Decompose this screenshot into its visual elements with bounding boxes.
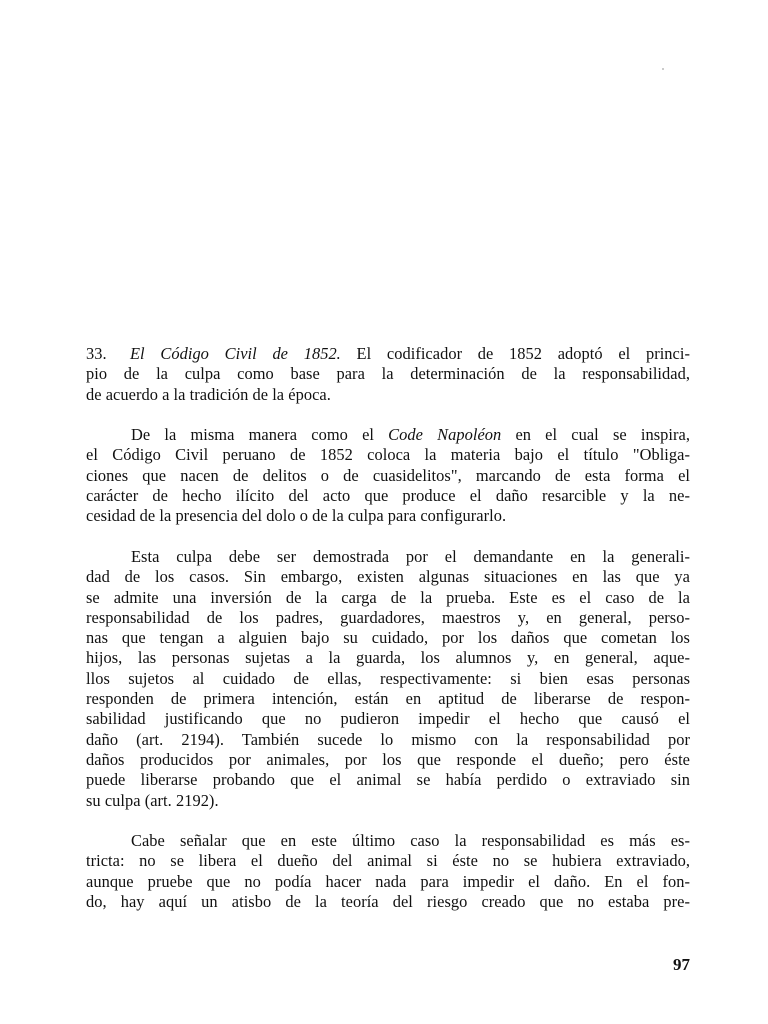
text-line: dad de los casos. Sin embargo, existen algunas situaciones en las que ya	[86, 567, 690, 587]
text-line: de acuerdo a la tradición de la época.	[86, 384, 331, 404]
section-title: El Código Civil de 1852.	[130, 344, 341, 363]
paragraph-section-33	[86, 344, 690, 405]
page-number: 97	[673, 955, 690, 974]
italic-term: Code Napoléon	[388, 425, 502, 445]
text-line: Esta culpa debe ser demostrada por el demandante en la generali-	[131, 546, 690, 566]
text-line: De la misma manera como el Code Napoléon en el cual se inspira,	[131, 425, 690, 445]
paragraph-responsabilidad-estricta	[86, 831, 690, 912]
text-line: carácter de hecho ilícito del acto que produce el daño resarcible y la ne-	[86, 486, 690, 506]
text-line: el Código Civil peruano de 1852 coloca la materia bajo el título "Obliga-	[86, 445, 690, 465]
text-line: responsabilidad de los padres, guardadores, maestros y, en general, perso-	[86, 607, 690, 627]
text-line: cesidad de la presencia del dolo o de la culpa para configurarlo.	[86, 506, 507, 526]
text-line: su culpa (art. 2192).	[86, 790, 219, 810]
text-line: hijos, las personas sujetas a la guarda, los alumnos y, en general, aque-	[86, 648, 690, 668]
text-line: aunque pruebe que no podía hacer nada para impedir el daño. En el fon-	[86, 871, 690, 891]
paragraph-code-napoleon	[86, 425, 690, 526]
paragraph-culpa	[86, 547, 690, 811]
text-line: tricta: no se libera el dueño del animal si éste no se hubiera extraviado,	[86, 851, 690, 871]
text-line: responden de primera intención, están en aptitud de liberarse de respon-	[86, 689, 690, 709]
text-line: 33. El Código Civil de 1852. El codificador de 1852 adoptó el princi-	[86, 344, 690, 363]
text-line: se admite una inversión de la carga de la prueba. Este es el caso de la	[86, 587, 690, 607]
text-line: llos sujetos al cuidado de ellas, respectivamente: si bien esas personas	[86, 668, 690, 688]
section-number: 33.	[86, 344, 107, 363]
text-line: sabilidad justificando que no pudieron impedir el hecho que causó el	[86, 709, 690, 729]
text-line: pio de la culpa como base para la determinación de la responsabilidad,	[86, 364, 690, 384]
text-line: Cabe señalar que en este último caso la responsabilidad es más es-	[131, 831, 690, 851]
text-line: ciones que nacen de delitos o de cuasidelitos", marcando de esta forma el	[86, 465, 690, 485]
text-line: do, hay aquí un atisbo de la teoría del riesgo creado que no estaba pre-	[86, 892, 690, 912]
text-line: nas que tengan a alguien bajo su cuidado, por los daños que cometan los	[86, 628, 690, 648]
text-line: puede liberarse probando que el animal se había perdido o extraviado sin	[86, 770, 690, 790]
scan-speck	[662, 68, 664, 70]
text-line: daños producidos por animales, por los que responde el dueño; pero éste	[86, 749, 690, 769]
body-text	[86, 344, 690, 912]
text-line: daño (art. 2194). También sucede lo mismo con la responsabilidad por	[86, 729, 690, 749]
